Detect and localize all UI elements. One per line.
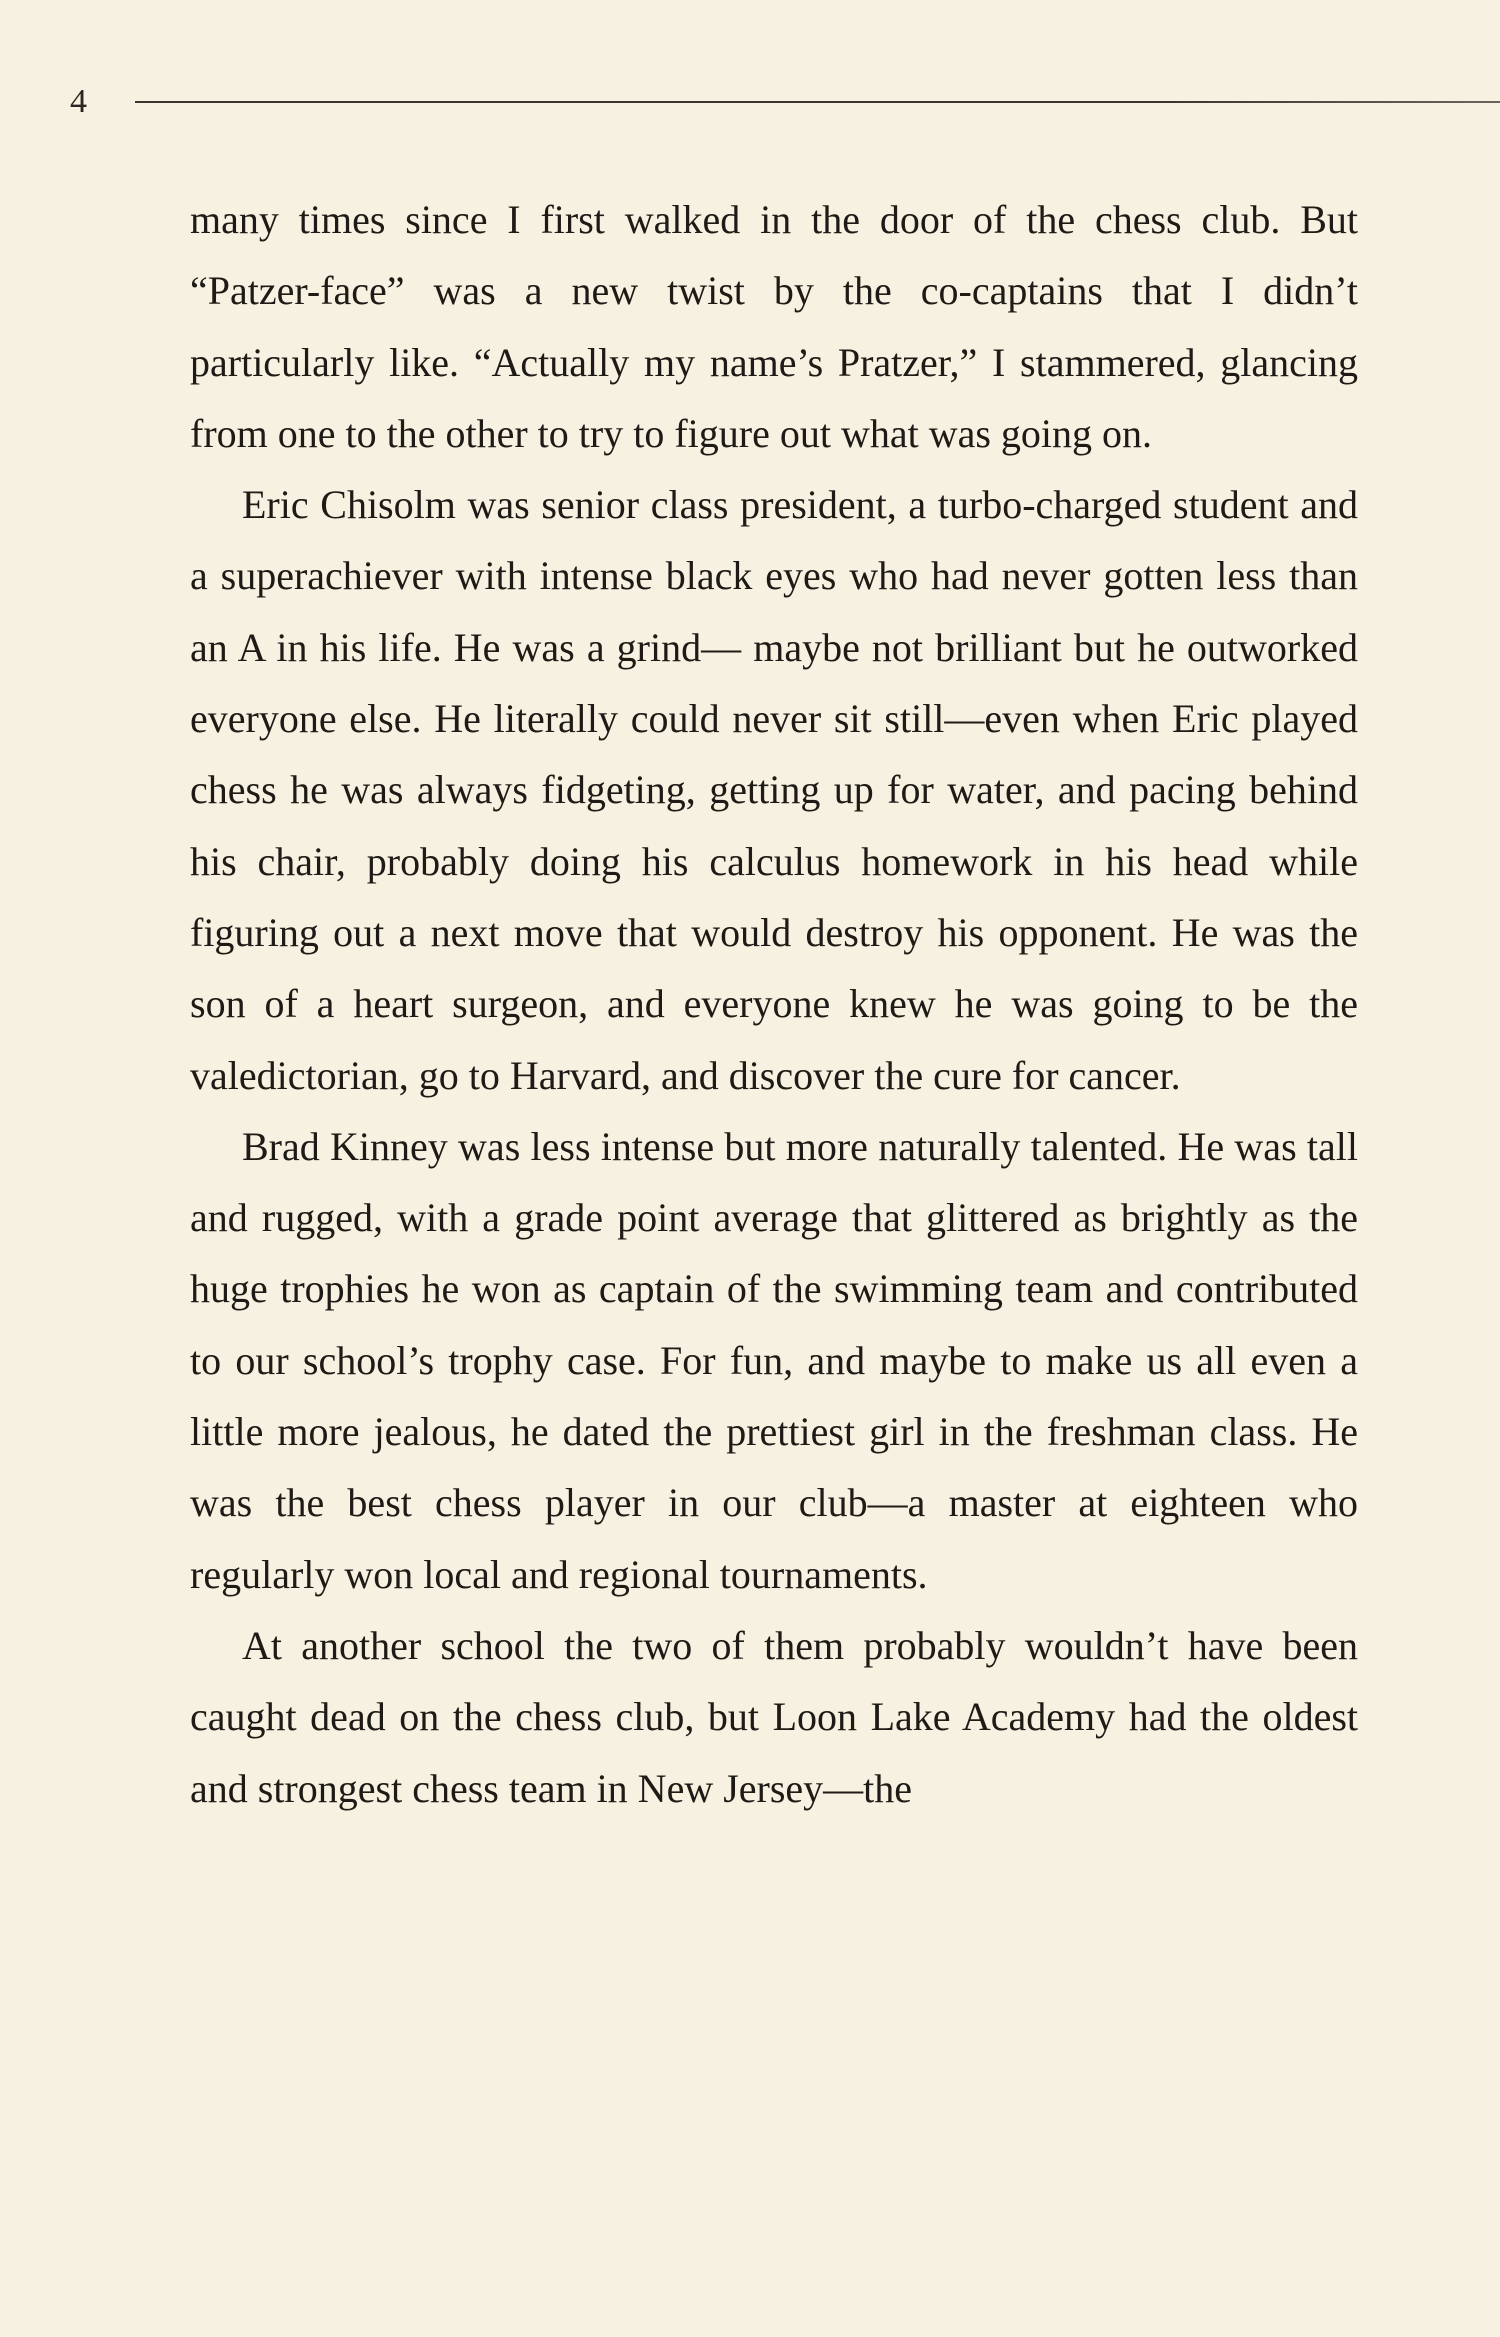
paragraph: many times since I first walked in the door of the chess club. But “Patzer-face” was a new twist by the co-captains that I didn’t particularly like. “Actually my name’s Pratzer,” I stammered, glancing from one to the other to try to figure out what was going on. — [190, 197, 1358, 456]
paragraph: Eric Chisolm was senior class president, a turbo-charged student and a superachiever with intense black eyes who had never gotten less than an A in his life. He was a grind— maybe not brilliant but he outworked everyone else. He literally could never sit still—even when Eric played chess he was always fidgeting, getting up for water, and pacing behind his chair, probably doing his calculus homework in his head while figuring out a next move that would destroy his opponent. He was the son of a heart surgeon, and everyone knew he was going to be the valedictorian, go to Harvard, and discover the cure for cancer. — [190, 482, 1358, 1098]
paragraph: Brad Kinney was less intense but more naturally talented. He was tall and rugged, with a grade point average that glittered as brightly as the huge trophies he won as captain of the swimming team and contributed to our school’s trophy case. For fun, and maybe to make us all even a little more jealous, he dated the prettiest girl in the freshman class. He was the best chess player in our club—a master at eighteen who regularly won local and regional tournaments. — [190, 1123, 1358, 1597]
header-rule — [135, 101, 1500, 103]
page-number: 4 — [70, 83, 87, 120]
body-text — [190, 184, 1358, 1824]
paragraph: At another school the two of them probably wouldn’t have been caught dead on the chess club, but Loon Lake Academy had the oldest and strongest chess team in New Jersey—the — [190, 1622, 1358, 1811]
